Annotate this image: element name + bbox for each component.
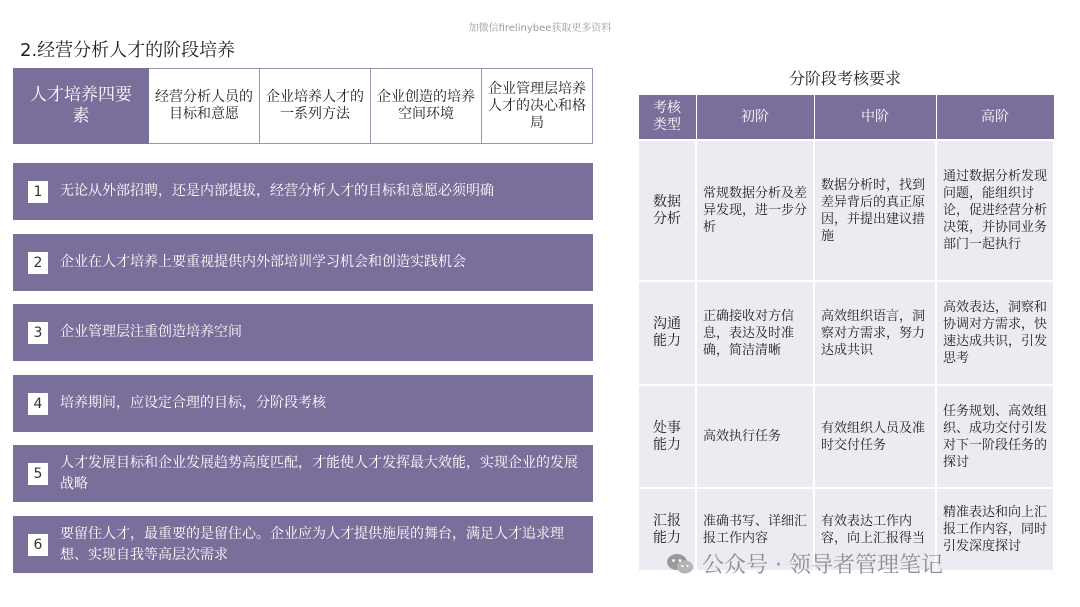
cell-junior: 准确书写、详细汇报工作内容 [696, 488, 814, 571]
item-number: 3 [28, 322, 48, 344]
item-number: 2 [28, 252, 48, 274]
watermark-text: 公众号 · 领导者管理笔记 [702, 553, 943, 578]
header-note: 加微信firelinybee获取更多资料 [468, 23, 612, 34]
talent-elements-bar [13, 68, 593, 144]
table-row [638, 281, 1054, 385]
assessment-table-title: 分阶段考核要求 [788, 69, 901, 88]
row-type: 数据分析 [638, 140, 696, 281]
column-header-senior: 高阶 [936, 95, 1054, 141]
item-text: 企业管理层注重创造培养空间 [60, 324, 242, 340]
elements-heading: 人才培养四要素 [13, 68, 149, 144]
cell-junior: 常规数据分析及差异发现，进一步分析 [696, 140, 814, 281]
item-number: 6 [28, 534, 48, 556]
cell-junior: 正确接收对方信息，表达及时准确，简洁清晰 [696, 281, 814, 385]
item-text: 企业在人才培养上要重视提供内外部培训学习机会和创造实践机会 [60, 254, 466, 270]
item-number: 4 [28, 393, 48, 415]
list-item [13, 163, 593, 220]
item-text: 人才发展目标和企业发展趋势高度匹配，才能使人才发挥最大效能，实现企业的发展战略 [60, 454, 578, 492]
page-title: 2.经营分析人才的阶段培养 [20, 40, 236, 61]
list-item [13, 445, 593, 502]
row-type: 沟通能力 [638, 281, 696, 385]
cell-senior: 精准表达和向上汇报工作内容，同时引发深度探讨 [936, 488, 1054, 571]
column-header-middle: 中阶 [814, 95, 936, 141]
table-row [638, 140, 1054, 281]
wechat-icon [666, 553, 694, 575]
item-text: 要留住人才，最重要的是留住心。企业应为人才提供施展的舞台，满足人才追求理想、实现自我等高层次需求 [60, 525, 564, 563]
column-header-type: 考核类型 [638, 95, 696, 141]
assessment-table [637, 94, 1055, 572]
item-number: 1 [28, 181, 48, 203]
list-item [13, 516, 593, 573]
table-header-row [638, 95, 1054, 141]
cell-middle: 有效表达工作内容，向上汇报得当 [814, 488, 936, 571]
watermark [666, 548, 943, 579]
element-environment: 企业创造的培养空间环境 [371, 68, 482, 144]
table-row [638, 385, 1054, 488]
cell-middle: 高效组织语言，洞察对方需求，努力达成共识 [814, 281, 936, 385]
row-type: 汇报能力 [638, 488, 696, 571]
cell-senior: 任务规划、高效组织、成功交付引发对下一阶段任务的探讨 [936, 385, 1054, 488]
element-methods: 企业培养人才的一系列方法 [260, 68, 371, 144]
cell-middle: 数据分析时，找到差异背后的真正原因，并提出建议措施 [814, 140, 936, 281]
list-item [13, 304, 593, 361]
item-text: 培养期间，应设定合理的目标，分阶段考核 [60, 395, 326, 411]
cell-senior: 通过数据分析发现问题，能组织讨论，促进经营分析决策，并协同业务部门一起执行 [936, 140, 1054, 281]
element-goal-intent: 经营分析人员的目标和意愿 [149, 68, 260, 144]
item-number: 5 [28, 463, 48, 485]
list-item [13, 375, 593, 432]
element-management-resolve: 企业管理层培养人才的决心和格局 [482, 68, 593, 144]
column-header-junior: 初阶 [696, 95, 814, 141]
item-text: 无论从外部招聘，还是内部提拔，经营分析人才的目标和意愿必须明确 [60, 183, 494, 199]
list-item [13, 234, 593, 291]
cell-senior: 高效表达，洞察和协调对方需求，快速达成共识，引发思考 [936, 281, 1054, 385]
cell-middle: 有效组织人员及准时交付任务 [814, 385, 936, 488]
row-type: 处事能力 [638, 385, 696, 488]
cell-junior: 高效执行任务 [696, 385, 814, 488]
